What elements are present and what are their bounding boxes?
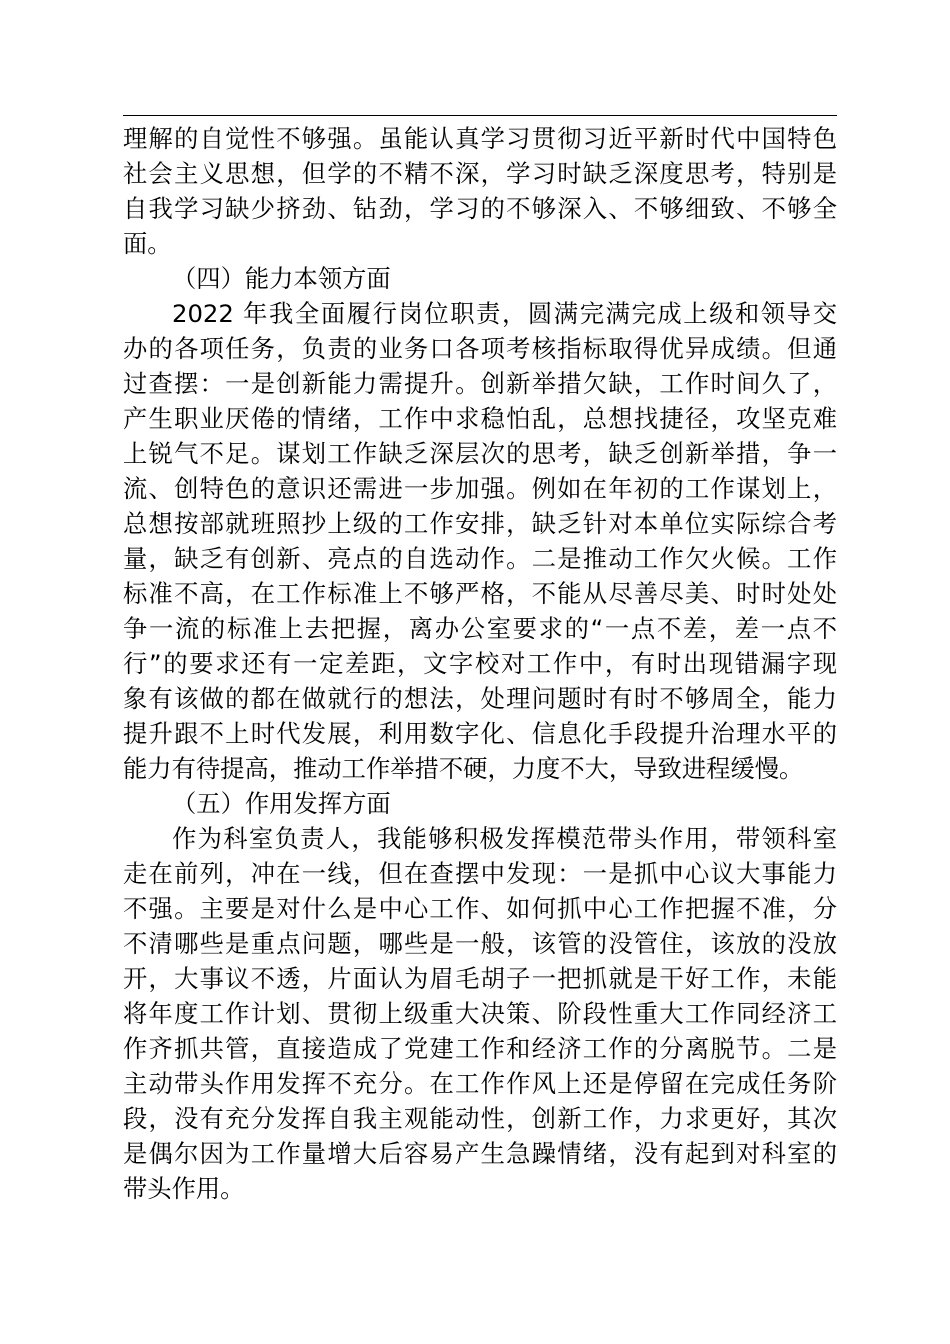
text-line: 理解的自觉性不够强。虽能认真学习贯彻习近平新时代中国特色 xyxy=(123,124,837,153)
text-line: 上锐气不足。谋划工作缺乏深层次的思考，缺乏创新举措，争一 xyxy=(123,439,837,468)
text-line: 争一流的标准上去把握，离办公室要求的“一点不差，差一点不 xyxy=(123,614,837,643)
document-body xyxy=(123,121,837,1206)
text-line: 产生职业厌倦的情绪，工作中求稳怕乱，总想找捷径，攻坚克难 xyxy=(123,404,837,433)
text-line: 带头作用。 xyxy=(123,1174,245,1203)
text-line: 象有该做的都在做就行的想法，处理问题时有时不够周全，能力 xyxy=(123,684,837,713)
text-line: 作为科室负责人，我能够积极发挥模范带头作用，带领科室 xyxy=(172,824,837,853)
text-line: 流、创特色的意识还需进一步加强。例如在年初的工作谋划上， xyxy=(123,474,837,503)
text-line: 过查摆：一是创新能力需提升。创新举措欠缺，工作时间久了， xyxy=(123,369,837,398)
text-line: 是偶尔因为工作量增大后容易产生急躁情绪，没有起到对科室的 xyxy=(123,1139,837,1168)
paragraph-role xyxy=(123,821,837,1206)
section-heading-role: （五）作用发挥方面 xyxy=(172,789,391,818)
text-line: 行”的要求还有一定差距，文字校对工作中，有时出现错漏字现 xyxy=(123,649,837,678)
section-heading-ability: （四）能力本领方面 xyxy=(172,264,391,293)
text-line: 将年度工作计划、贯彻上级重大决策、阶段性重大工作同经济工 xyxy=(123,999,837,1028)
text-line: 办的各项任务，负责的业务口各项考核指标取得优异成绩。但通 xyxy=(123,334,837,363)
text-line: 开，大事议不透，片面认为眉毛胡子一把抓就是干好工作，未能 xyxy=(123,964,837,993)
text-line: 走在前列，冲在一线，但在查摆中发现：一是抓中心议大事能力 xyxy=(123,859,837,888)
text-line: 提升跟不上时代发展，利用数字化、信息化手段提升治理水平的 xyxy=(123,719,837,748)
text-line: 标准不高，在工作标准上不够严格，不能从尽善尽美、时时处处 xyxy=(123,579,837,608)
text-line: 主动带头作用发挥不充分。在工作作风上还是停留在完成任务阶 xyxy=(123,1069,837,1098)
text-line: 不强。主要是对什么是中心工作、如何抓中心工作把握不准，分 xyxy=(123,894,837,923)
text-line: 2022 年我全面履行岗位职责，圆满完满完成上级和领导交 xyxy=(172,299,837,328)
text-line: 段，没有充分发挥自我主观能动性，创新工作，力求更好，其次 xyxy=(123,1104,837,1133)
paragraph-study xyxy=(123,121,837,261)
text-line: 能力有待提高，推动工作举措不硬，力度不大，导致进程缓慢。 xyxy=(123,754,804,783)
text-line: 作齐抓共管，直接造成了党建工作和经济工作的分离脱节。二是 xyxy=(123,1034,837,1063)
header-rule xyxy=(123,115,837,116)
text-line: 自我学习缺少挤劲、钻劲，学习的不够深入、不够细致、不够全 xyxy=(123,194,837,223)
text-line: 不清哪些是重点问题，哪些是一般，该管的没管住，该放的没放 xyxy=(123,929,837,958)
text-line: 面。 xyxy=(123,229,172,258)
text-line: 量，缺乏有创新、亮点的自选动作。二是推动工作欠火候。工作 xyxy=(123,544,837,573)
text-line: 总想按部就班照抄上级的工作安排，缺乏针对本单位实际综合考 xyxy=(123,509,837,538)
paragraph-ability xyxy=(123,296,837,786)
text-line: 社会主义思想，但学的不精不深，学习时缺乏深度思考，特别是 xyxy=(123,159,837,188)
